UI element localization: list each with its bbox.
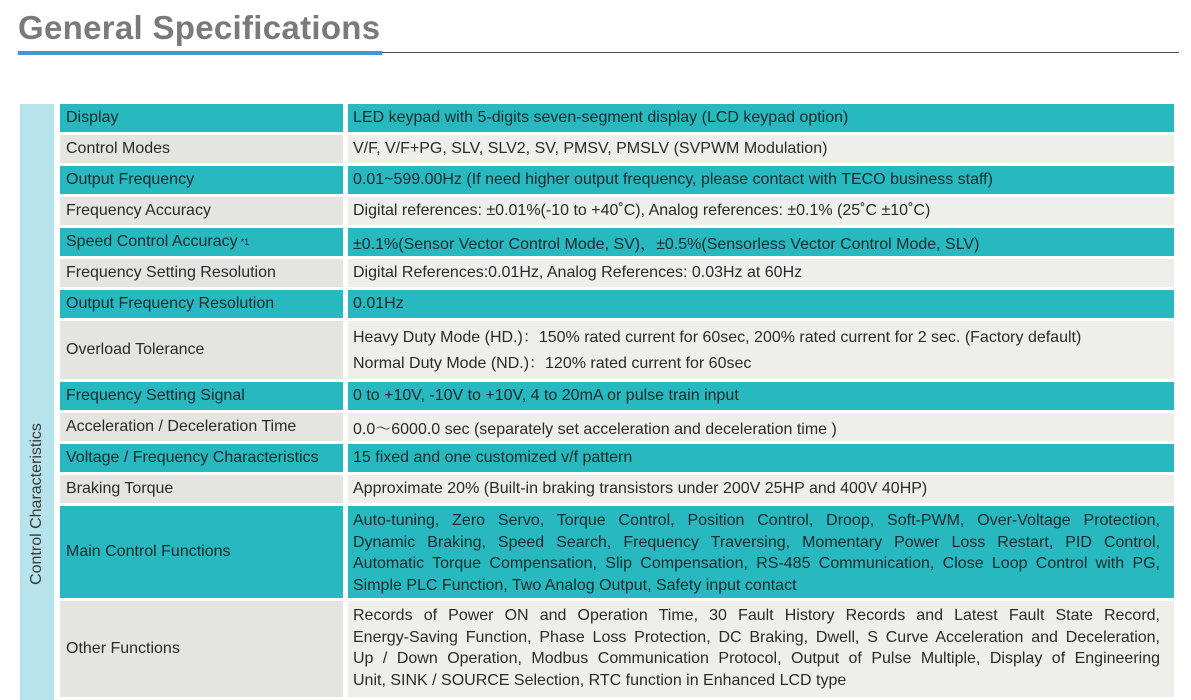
spec-value: ±0.1%(Sensor Vector Control Mode, SV)，±0.5%(Sensorless Vector Control Mode, SLV) <box>348 228 1174 256</box>
title-accent-bar <box>18 51 382 55</box>
spec-value-line: Heavy Duty Mode (HD.)：150% rated current for 60sec, 200% rated current for 2 sec. (Factory default) <box>353 329 1082 346</box>
spec-value: 0.01Hz <box>348 290 1174 318</box>
spec-value: Digital References:0.01Hz, Analog References: 0.03Hz at 60Hz <box>348 259 1174 287</box>
spec-value: 0.01~599.00Hz (If need higher output frequency, please contact with TECO business staff) <box>348 166 1174 194</box>
spec-row-voltage-frequency-characteristics <box>60 444 1174 472</box>
spec-row-frequency-setting-signal <box>60 382 1174 410</box>
spec-row-output-frequency <box>60 166 1174 194</box>
spec-row-frequency-setting-resolution <box>60 259 1174 287</box>
spec-label: Display <box>60 104 343 132</box>
spec-row-output-frequency-resolution <box>60 290 1174 318</box>
spec-row-speed-control-accuracy <box>60 228 1174 256</box>
spec-value-line: Normal Duty Mode (ND.)：120% rated current for 60sec <box>353 355 752 372</box>
spec-row-other-functions <box>60 601 1174 697</box>
spec-label: Output Frequency Resolution <box>60 290 343 318</box>
spec-row-overload-tolerance <box>60 321 1174 379</box>
spec-label: Overload Tolerance <box>60 321 343 379</box>
spec-label: Acceleration / Deceleration Time <box>60 413 343 441</box>
spec-value-line: Dynamic Braking, Speed Search, Frequency Traversing, Momentary Power Loss Restart, PID Control, <box>353 533 1160 551</box>
spec-value <box>348 506 1174 598</box>
spec-table <box>60 104 1174 700</box>
spec-label: Output Frequency <box>60 166 343 194</box>
spec-label: Voltage / Frequency Characteristics <box>60 444 343 472</box>
spec-label: Frequency Accuracy <box>60 197 343 225</box>
spec-label: Main Control Functions <box>60 506 343 598</box>
spec-value: V/F, V/F+PG, SLV, SLV2, SV, PMSV, PMSLV (SVPWM Modulation) <box>348 135 1174 163</box>
spec-value: 15 fixed and one customized v/f pattern <box>348 444 1174 472</box>
spec-row-display <box>60 104 1174 132</box>
spec-value-line: Up / Down Operation, Modbus Communication Protocol, Output of Pulse Multiple, Display of Engineering <box>353 650 1160 667</box>
spec-label: Frequency Setting Signal <box>60 382 343 410</box>
spec-value: 0 to +10V, -10V to +10V, 4 to 20mA or pulse train input <box>348 382 1174 410</box>
section-group-label-text: Control Characteristics <box>28 423 45 585</box>
spec-label: Other Functions <box>60 601 343 697</box>
spec-value-line: Energy-Saving Function, Phase Loss Protection, DC Braking, Dwell, S Curve Acceleration and Deceleration, <box>353 628 1160 646</box>
page-title: General Specifications <box>18 9 381 46</box>
spec-row-main-control-functions <box>60 506 1174 598</box>
spec-value <box>348 601 1174 697</box>
spec-row-frequency-accuracy <box>60 197 1174 225</box>
spec-value: Digital references: ±0.01%(-10 to +40˚C), Analog references: ±0.1% (25˚C ±10˚C) <box>348 197 1174 225</box>
spec-value <box>348 321 1174 379</box>
spec-row-braking-torque <box>60 475 1174 503</box>
spec-row-acceleration-deceleration-time <box>60 413 1174 441</box>
spec-value-line: Simple PLC Function, Two Analog Output, Safety input contact <box>353 576 797 594</box>
spec-label: Control Modes <box>60 135 343 163</box>
spec-value-line: Records of Power ON and Operation Time, 30 Fault History Records and Latest Fault State Record, <box>353 607 1160 624</box>
section-group-label <box>20 104 54 700</box>
spec-label-text: Speed Control Accuracy <box>66 233 238 250</box>
spec-value: Approximate 20% (Built-in braking transistors under 200V 25HP and 400V 40HP) <box>348 475 1174 503</box>
footnote-marker: *1 <box>240 237 250 247</box>
spec-value-line: Automatic Torque Compensation, Slip Compensation, RS-485 Communication, Close Loop Control with PG, <box>353 555 1160 572</box>
spec-label: Braking Torque <box>60 475 343 503</box>
spec-label <box>60 228 343 256</box>
spec-label: Frequency Setting Resolution <box>60 259 343 287</box>
spec-value-line: Auto-tuning, Zero Servo, Torque Control, Position Control, Droop, Soft-PWM, Over-Voltage Protection, <box>353 512 1160 529</box>
spec-value: 0.0～6000.0 sec (separately set acceleration and deceleration time ) <box>348 413 1174 441</box>
spec-value-line: Unit, SINK / SOURCE Selection, RTC function in Enhanced LCD type <box>353 671 847 689</box>
spec-value: LED keypad with 5-digits seven-segment display (LCD keypad option) <box>348 104 1174 132</box>
spec-row-control-modes <box>60 135 1174 163</box>
